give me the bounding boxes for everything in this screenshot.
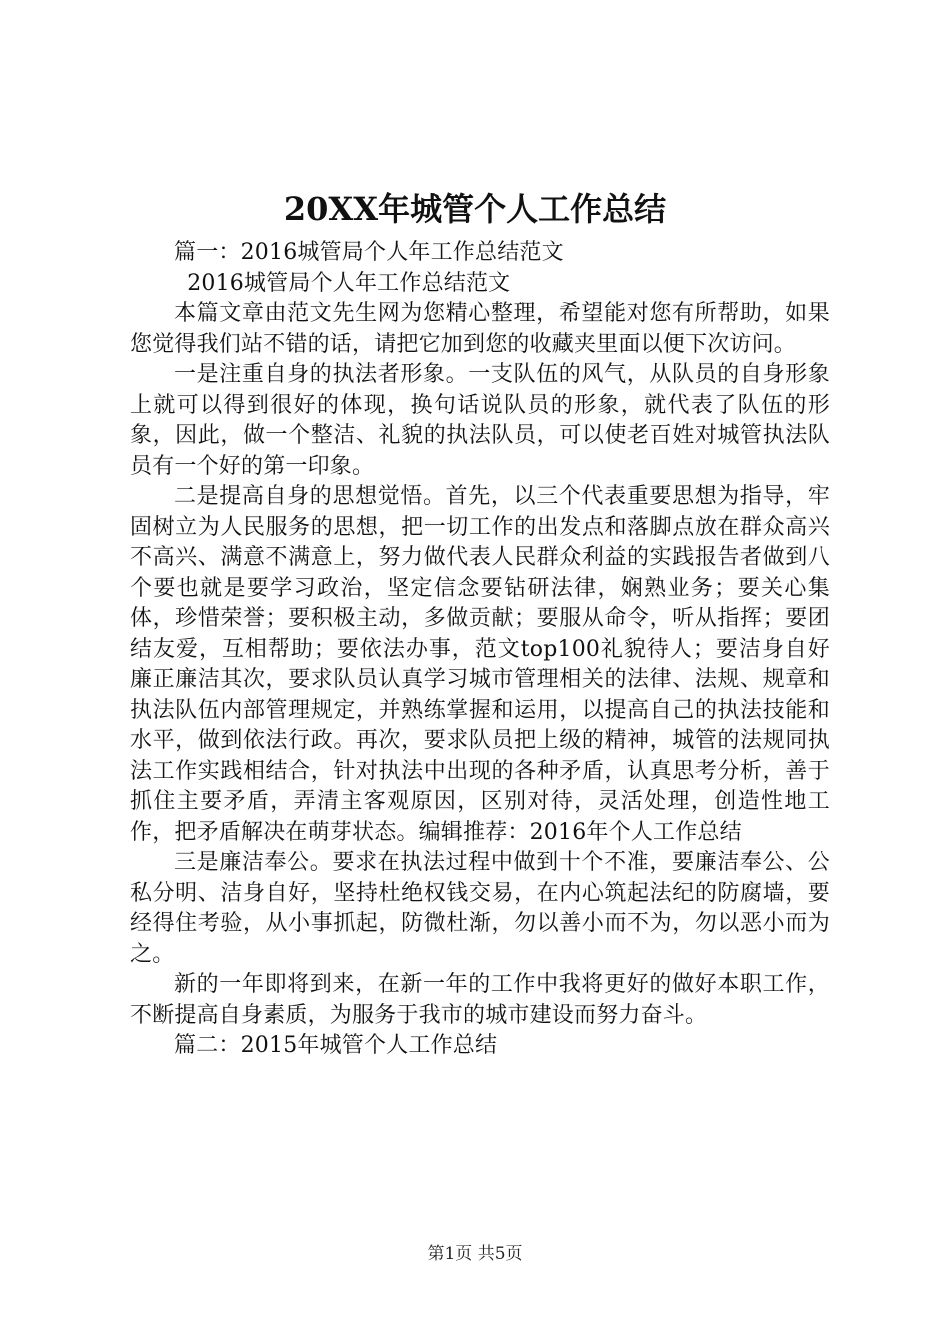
section-heading-2: 篇二：2015年城管个人工作总结 bbox=[174, 1033, 498, 1058]
section-heading-1: 篇一：2016城管局个人年工作总结范文 bbox=[174, 240, 564, 265]
paragraph-point-1: 一是注重自身的执法者形象。一支队伍的风气，从队员的自身形象上就可以得到很好的体现，换句话说队员的形象，就代表了队伍的形象，因此，做一个整洁、礼貌的执法队员，可以使老百姓对城管执法队员有一个好的第一印象。 bbox=[130, 362, 830, 479]
document-title: 20XX年城管个人工作总结 bbox=[283, 190, 667, 228]
paragraph-intro: 本篇文章由范文先生网为您精心整理，希望能对您有所帮助，如果您觉得我们站不错的话，请把它加到您的收藏夹里面以便下次访问。 bbox=[130, 301, 830, 357]
page-number-footer: 第1页 共5页 bbox=[427, 1244, 523, 1264]
article-subtitle: 2016城管局个人年工作总结范文 bbox=[187, 270, 511, 296]
paragraph-point-2: 二是提高自身的思想觉悟。首先，以三个代表重要思想为指导，牢固树立为人民服务的思想，把一切工作的出发点和落脚点放在群众高兴不高兴、满意不满意上，努力做代表人民群众利益的实践报告者做到八个要也就是要学习政治，坚定信念要钻研法律，娴熟业务；要关心集体，珍惜荣誉；要积极主动，多做贡献；要服从命令，听从指挥；要团结友爱，互相帮助；要依法办事，范文top100礼貌待人；要洁身自好廉正廉洁其次，要求队员认真学习城市管理相关的法律、法规、规章和执法队伍内部管理规定，并熟练掌握和运用，以提高自己的执法技能和水平，做到依法行政。再次，要求队员把上级的精神，城管的法规同执法工作实践相结合，针对执法中出现的各种矛盾，认真思考分析，善于抓住主要矛盾，弄清主客观原因，区别对待，灵活处理，创造性地工作，把矛盾解决在萌芽状态。编辑推荐：2016年个人工作总结 bbox=[130, 484, 830, 845]
paragraph-conclusion: 新的一年即将到来，在新一年的工作中我将更好的做好本职工作，不断提高自身素质，为服务于我市的城市建设而努力奋斗。 bbox=[130, 972, 830, 1028]
document-body bbox=[130, 238, 830, 1062]
paragraph-point-3: 三是廉洁奉公。要求在执法过程中做到十个不准，要廉洁奉公、公私分明、洁身自好，坚持杜绝权钱交易，在内心筑起法纪的防腐墙，要经得住考验，从小事抓起，防微杜渐，勿以善小而不为，勿以恶小而为之。 bbox=[130, 850, 830, 967]
